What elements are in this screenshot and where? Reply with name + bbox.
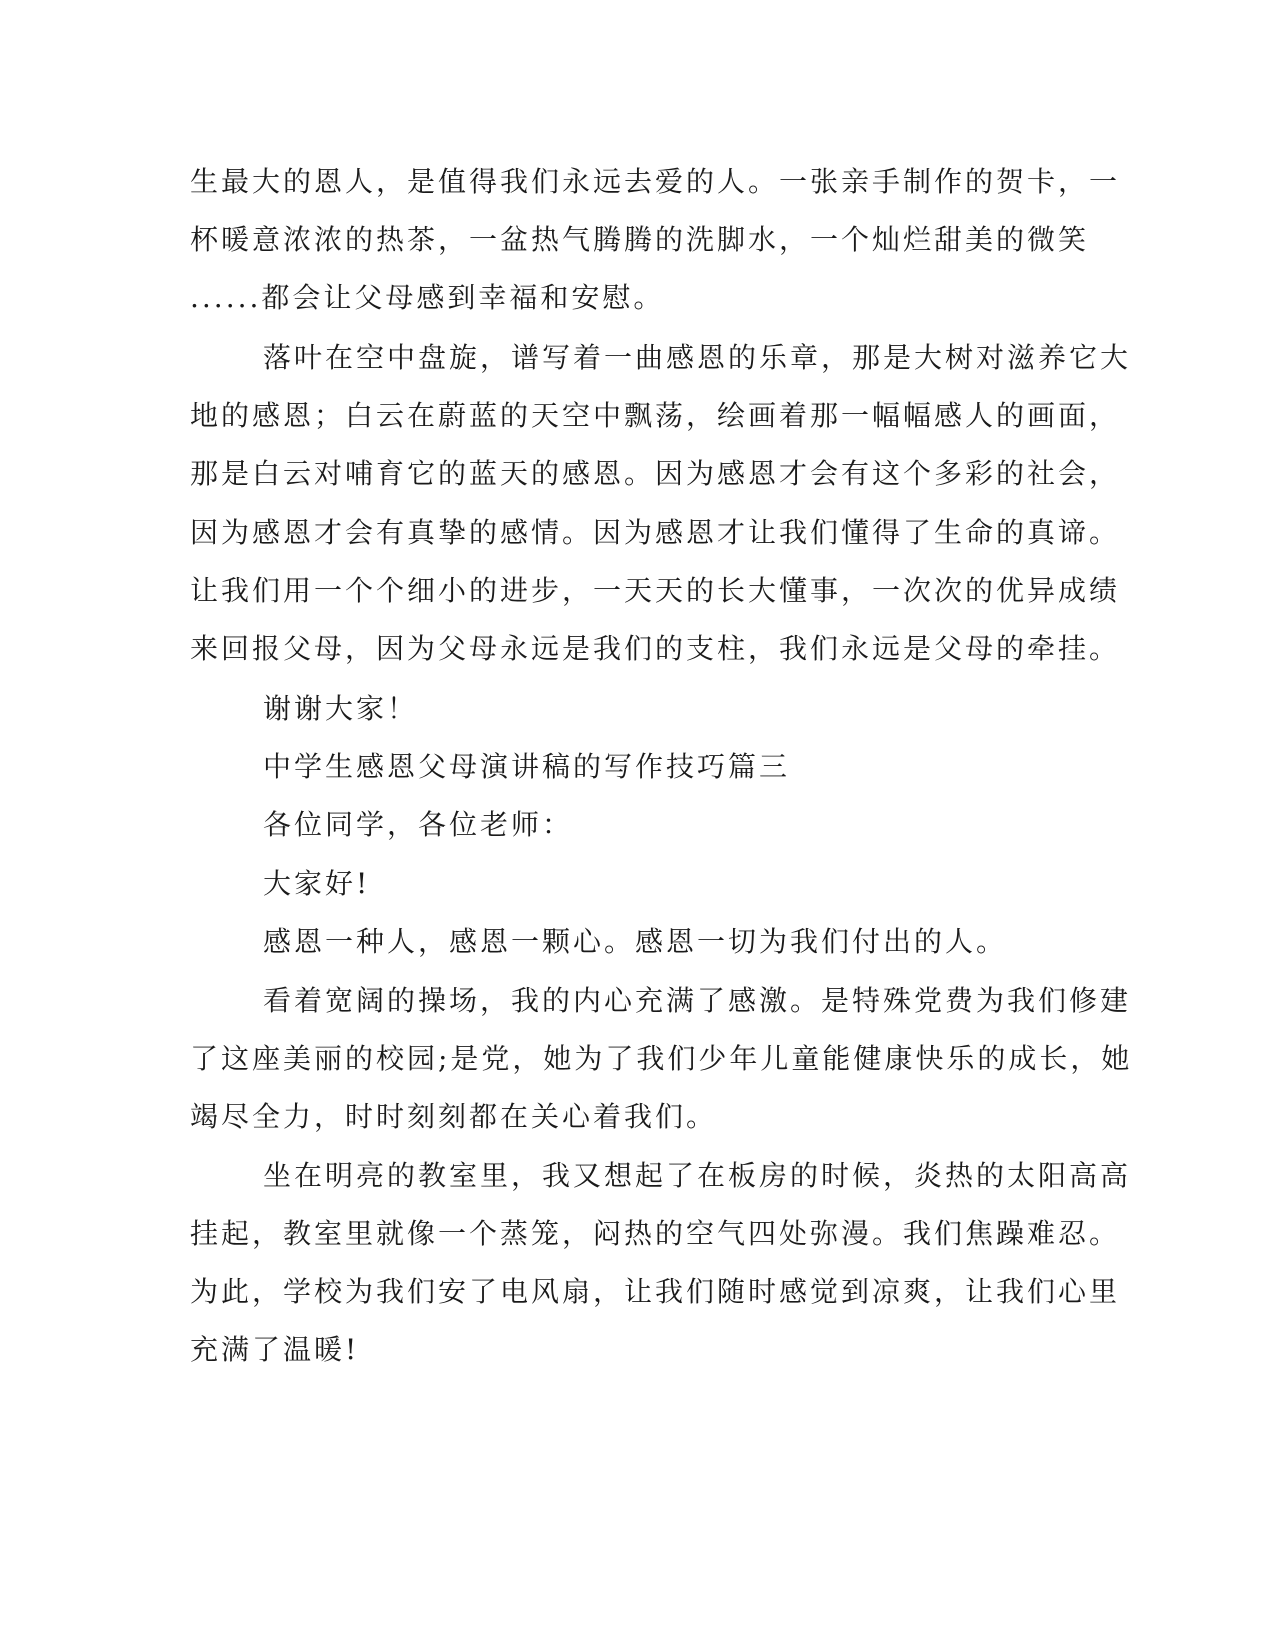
- salutation-line: 各位同学，各位老师：: [263, 808, 574, 841]
- paragraph-line: 生最大的恩人，是值得我们永远去爱的人。一张亲手制作的贺卡，一: [190, 165, 1121, 198]
- closing-line: 谢谢大家！: [263, 692, 419, 725]
- paragraph-line: 那是白云对哺育它的蓝天的感恩。因为感恩才会有这个多彩的社会，: [190, 457, 1121, 490]
- section-heading: 中学生感恩父母演讲稿的写作技巧篇三: [263, 750, 791, 783]
- paragraph-line: 杯暖意浓浓的热茶，一盆热气腾腾的洗脚水，一个灿烂甜美的微笑: [190, 223, 1090, 256]
- paragraph-line: 挂起，教室里就像一个蒸笼，闷热的空气四处弥漫。我们焦躁难忍。: [190, 1217, 1121, 1250]
- paragraph-line: 竭尽全力，时时刻刻都在关心着我们。: [190, 1100, 718, 1133]
- paragraph-line: 地的感恩；白云在蔚蓝的天空中飘荡，绘画着那一幅幅感人的画面，: [190, 399, 1121, 432]
- paragraph-line: 落叶在空中盘旋，谱写着一曲感恩的乐章，那是大树对滋养它大: [263, 341, 1132, 374]
- paragraph-line: 了这座美丽的校园;是党，她为了我们少年儿童能健康快乐的成长，她: [190, 1042, 1133, 1075]
- paragraph-line: ......都会让父母感到幸福和安慰。: [190, 281, 665, 314]
- paragraph-line: 让我们用一个个细小的进步，一天天的长大懂事，一次次的优异成绩: [190, 574, 1121, 607]
- paragraph-line: 充满了温暖!: [190, 1333, 360, 1366]
- paragraph-line: 坐在明亮的教室里，我又想起了在板房的时候，炎热的太阳高高: [263, 1159, 1132, 1192]
- paragraph-line: 为此，学校为我们安了电风扇，让我们随时感觉到凉爽，让我们心里: [190, 1275, 1121, 1308]
- paragraph-line: 感恩一种人，感恩一颗心。感恩一切为我们付出的人。: [263, 925, 1008, 958]
- greeting-line: 大家好!: [263, 867, 371, 900]
- paragraph-line: 来回报父母，因为父母永远是我们的支柱，我们永远是父母的牵挂。: [190, 632, 1121, 665]
- paragraph-line: 看着宽阔的操场，我的内心充满了感激。是特殊党费为我们修建: [263, 984, 1132, 1017]
- paragraph-line: 因为感恩才会有真挚的感情。因为感恩才让我们懂得了生命的真谛。: [190, 516, 1121, 549]
